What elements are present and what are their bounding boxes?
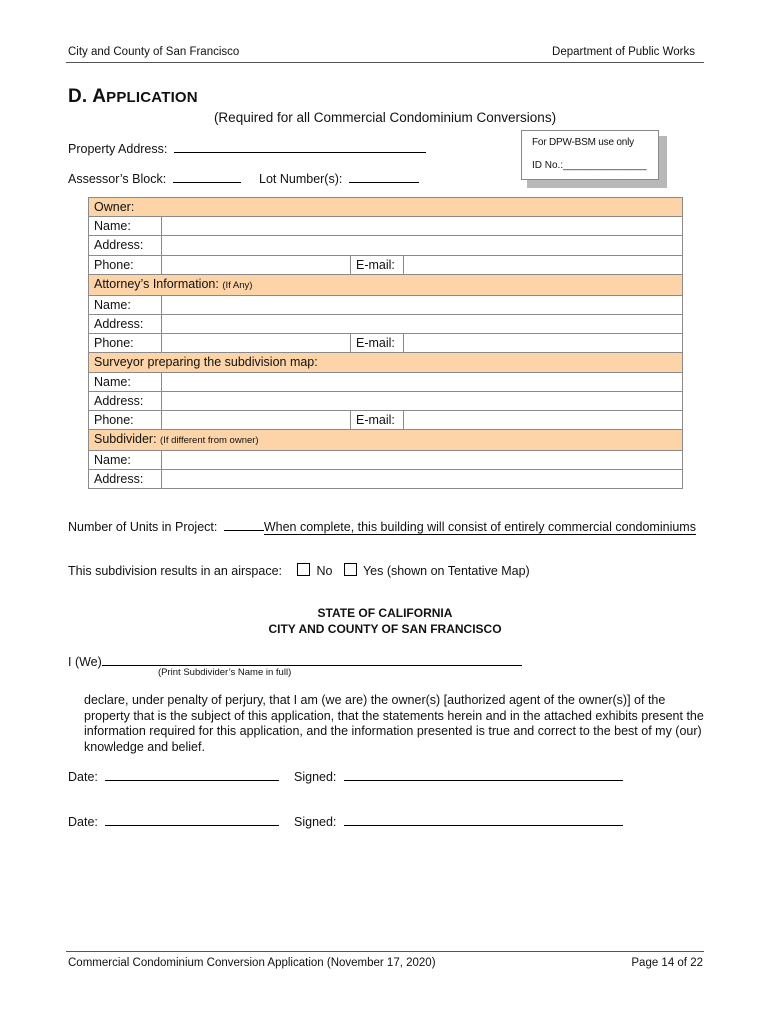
assessor-block-row — [68, 170, 241, 186]
dpw-use-box — [521, 130, 659, 180]
assessor-block-label: Assessor’s Block: — [68, 172, 167, 186]
attorney-name-field[interactable] — [162, 295, 683, 314]
airspace-no-checkbox[interactable] — [297, 563, 310, 576]
owner-phone-label: Phone: — [89, 255, 162, 274]
lot-number-label: Lot Number(s): — [259, 172, 343, 186]
footer-divider — [66, 951, 704, 952]
table-row — [89, 391, 683, 410]
units-label: Number of Units in Project: — [68, 520, 218, 534]
attorney-email-field[interactable] — [404, 334, 683, 353]
title-initial: A — [92, 86, 107, 107]
owner-email-label: E-mail: — [351, 255, 404, 274]
table-row — [89, 314, 683, 333]
signed-label-2: Signed: — [294, 815, 337, 829]
table-row — [89, 295, 683, 314]
date-field-1[interactable] — [105, 768, 279, 781]
state-heading: STATE OF CALIFORNIA — [317, 606, 453, 620]
table-row — [89, 334, 683, 353]
page-title — [68, 86, 198, 108]
lot-number-field[interactable] — [349, 170, 419, 183]
table-row — [89, 451, 683, 470]
subdivider-address-field[interactable] — [162, 470, 683, 489]
title-prefix: D. — [68, 86, 93, 107]
owner-address-field[interactable] — [162, 236, 683, 255]
table-row — [89, 470, 683, 489]
property-address-row — [68, 140, 426, 156]
surveyor-heading: Surveyor preparing the subdivision map: — [89, 353, 683, 372]
owner-email-field[interactable] — [404, 255, 683, 274]
surveyor-name-field[interactable] — [162, 372, 683, 391]
airspace-yes-checkbox[interactable] — [344, 563, 357, 576]
attorney-note: (If Any) — [222, 279, 253, 291]
assessor-block-field[interactable] — [173, 170, 241, 183]
header-agency: City and County of San Francisco — [68, 46, 240, 58]
date-row-1 — [68, 768, 279, 784]
declarant-label: I (We) — [68, 655, 102, 669]
surveyor-address-label: Address: — [89, 391, 162, 410]
owner-heading: Owner: — [89, 198, 683, 217]
attorney-address-label: Address: — [89, 314, 162, 333]
owner-name-label: Name: — [89, 217, 162, 236]
signature-field-1[interactable] — [344, 768, 623, 781]
header-department: Department of Public Works — [552, 46, 695, 58]
attorney-phone-label: Phone: — [89, 334, 162, 353]
declarant-name-field[interactable] — [102, 653, 522, 666]
date-label-2: Date: — [68, 815, 98, 829]
surveyor-email-label: E-mail: — [351, 410, 404, 429]
attorney-address-field[interactable] — [162, 314, 683, 333]
declarant-hint: (Print Subdivider’s Name in full) — [158, 667, 292, 678]
property-address-label: Property Address: — [68, 142, 168, 156]
subdivider-name-field[interactable] — [162, 451, 683, 470]
footer-document-title: Commercial Condominium Conversion Application (November 17, 2020) — [68, 957, 436, 969]
property-address-field[interactable] — [174, 140, 426, 153]
subdivider-name-label: Name: — [89, 451, 162, 470]
table-row — [89, 236, 683, 255]
dpw-use-label: For DPW-BSM use only — [532, 137, 634, 148]
airspace-yes-label: Yes (shown on Tentative Map) — [362, 564, 530, 578]
attorney-name-label: Name: — [89, 295, 162, 314]
subdivider-section-heading — [89, 430, 683, 451]
owner-address-label: Address: — [89, 236, 162, 255]
owner-phone-field[interactable] — [162, 255, 351, 274]
date-label-1: Date: — [68, 770, 98, 784]
table-row — [89, 255, 683, 274]
surveyor-name-label: Name: — [89, 372, 162, 391]
attorney-heading: Attorney’s Information: — [94, 276, 219, 291]
footer-page-number: Page 14 of 22 — [631, 957, 703, 969]
owner-section-heading — [89, 198, 683, 217]
units-value[interactable]: When complete, this building will consist of entirely commercial condominiums — [263, 520, 696, 534]
surveyor-phone-label: Phone: — [89, 410, 162, 429]
date-field-2[interactable] — [105, 813, 279, 826]
surveyor-phone-field[interactable] — [162, 410, 351, 429]
units-count-field[interactable] — [224, 518, 264, 531]
surveyor-email-field[interactable] — [404, 410, 683, 429]
declaration-text: declare, under penalty of perjury, that I am (we are) the owner(s) [authorized agent of the owner(s)] of the property that is the subject of this application, that the statements herein and in the attached exhibits present the information required for this application, and the information presented is true and correct to the best of my (our) knowledge and belief. — [84, 693, 704, 754]
header-divider — [66, 62, 704, 63]
airspace-label: This subdivision results in an airspace: — [68, 564, 282, 578]
signed-row-2 — [294, 813, 623, 829]
subdivider-heading: Subdivider: — [94, 432, 157, 447]
declarant-row — [68, 653, 522, 669]
attorney-phone-field[interactable] — [162, 334, 351, 353]
table-row — [89, 217, 683, 236]
units-row — [68, 518, 696, 534]
subdivider-address-label: Address: — [89, 470, 162, 489]
airspace-row — [68, 563, 530, 578]
table-row — [89, 410, 683, 429]
signed-label-1: Signed: — [294, 770, 337, 784]
signature-field-2[interactable] — [344, 813, 623, 826]
airspace-no-label: No — [316, 564, 333, 578]
table-row — [89, 372, 683, 391]
page-subtitle: (Required for all Commercial Condominium Conversions) — [213, 110, 557, 125]
attorney-section-heading — [89, 274, 683, 295]
subdivider-note: (If different from owner) — [160, 435, 259, 447]
dpw-id-label: ID No.:_______________ — [532, 160, 647, 171]
title-rest: PPLICATION — [106, 89, 198, 106]
surveyor-address-field[interactable] — [162, 391, 683, 410]
surveyor-section-heading — [89, 353, 683, 372]
city-county-heading: CITY AND COUNTY OF SAN FRANCISCO — [268, 622, 502, 636]
signed-row-1 — [294, 768, 623, 784]
attorney-email-label: E-mail: — [351, 334, 404, 353]
owner-name-field[interactable] — [162, 217, 683, 236]
lot-number-row — [259, 170, 419, 186]
date-row-2 — [68, 813, 279, 829]
contacts-table — [88, 197, 683, 489]
